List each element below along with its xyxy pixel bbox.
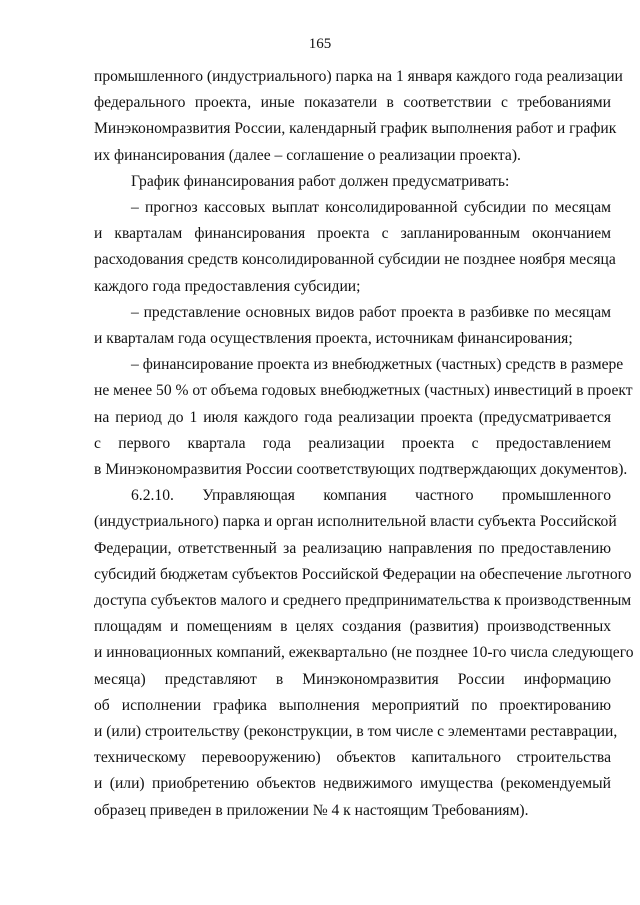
text-line: – финансирование проекта из внебюджетных (частных) средств в размере	[131, 356, 624, 374]
text-line: расходования средств консолидированной субсидии не позднее ноября месяца	[94, 251, 616, 269]
text-line: субсидий бюджетам субъектов Российской Федерации на обеспечение льготного	[94, 565, 632, 583]
text-line: образец приведен в приложении № 4 к настоящим Требованиям).	[94, 801, 529, 819]
text-line: 6.2.10. Управляющая компания частного промышленного	[131, 487, 611, 505]
paragraph-list-item-works	[94, 300, 611, 352]
text-line: площадям и помещениям в целях создания (развития) производственных	[94, 618, 611, 636]
text-line: и кварталам финансирования проекта с запланированным окончанием	[94, 225, 611, 243]
text-line: – прогноз кассовых выплат консолидированной субсидии по месяцам	[131, 199, 611, 217]
text-line: (индустриального) парка и орган исполнительной власти субъекта Российской	[94, 513, 617, 531]
text-line: с первого квартала года реализации проекта с предоставлением	[94, 434, 611, 452]
paragraph-list-item-financing	[94, 352, 633, 483]
text-line: и (или) приобретению объектов недвижимого имущества (рекомендуемый	[94, 775, 611, 793]
text-line: доступа субъектов малого и среднего предпринимательства к производственным	[94, 592, 632, 610]
paragraph-continuation	[94, 64, 623, 169]
text-line: в Минэкономразвития России соответствующих подтверждающих документов).	[94, 461, 628, 479]
text-line: месяца) представляют в Минэкономразвития России информацию	[94, 670, 611, 688]
text-line: и (или) строительству (реконструкции, в том числе с элементами реставрации,	[94, 723, 618, 741]
text-line: и инновационных компаний, ежеквартально (не позднее 10-го числа следующего	[94, 644, 634, 662]
text-line: не менее 50 % от объема годовых внебюджетных (частных) инвестиций в проект	[94, 382, 633, 400]
text-line: на период до 1 июля каждого года реализации проекта (предусматривается	[94, 408, 611, 426]
text-line: Федерации, ответственный за реализацию направления по предоставлению	[94, 539, 611, 557]
paragraph-section-6-2-10	[94, 483, 634, 824]
page-number: 165	[308, 36, 332, 52]
document-body	[94, 64, 634, 824]
text-line: – представление основных видов работ проекта в разбивке по месяцам	[131, 303, 611, 321]
paragraph-list-item-forecast	[94, 195, 616, 300]
text-line: Минэкономразвития России, календарный график выполнения работ и график	[94, 120, 617, 138]
text-line: каждого года предоставления субсидии;	[94, 277, 361, 295]
text-line: федерального проекта, иные показатели в соответствии с требованиями	[94, 94, 611, 112]
text-line: График финансирования работ должен предусматривать:	[131, 172, 510, 190]
text-line: и кварталам года осуществления проекта, источникам финансирования;	[94, 330, 573, 348]
text-line: их финансирования (далее – соглашение о реализации проекта).	[94, 146, 521, 164]
text-line: техническому перевооружению) объектов капитального строительства	[94, 749, 611, 767]
text-line: об исполнении графика выполнения мероприятий по проектированию	[94, 696, 611, 714]
text-line: промышленного (индустриального) парка на 1 января каждого года реализации	[94, 68, 623, 85]
paragraph-schedule-intro	[94, 169, 611, 195]
